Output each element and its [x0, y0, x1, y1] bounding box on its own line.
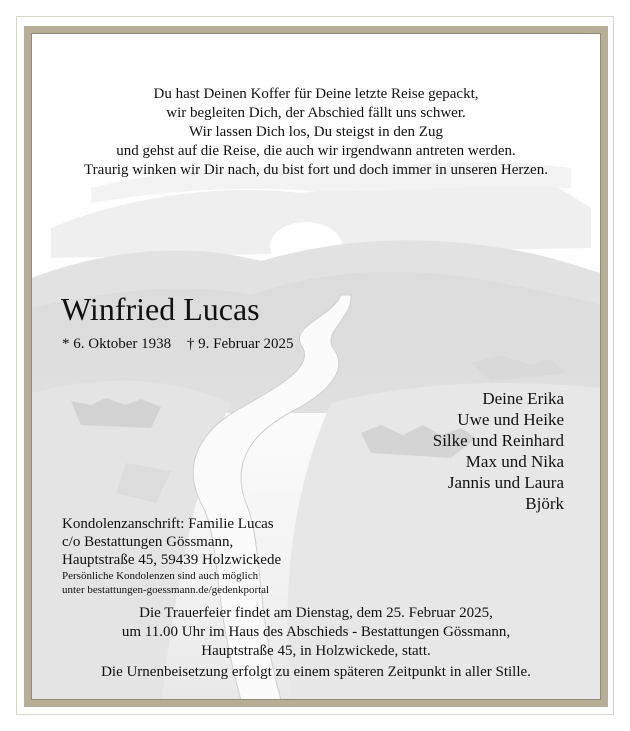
urn-burial-note: Die Urnenbeisetzung erfolgt zu einem späteren Zeitpunkt in aller Stille. [101, 664, 531, 680]
mourner: Max und Nika [465, 452, 564, 471]
obituary-card [24, 26, 608, 707]
poem-line: Wir lassen Dich los, Du steigst in den Zug [189, 124, 443, 140]
condolence-line: Hauptstraße 45, 59439 Holzwickede [62, 552, 282, 568]
condolence-portal-link[interactable]: unter bestattungen-goessmann.de/gedenkportal [62, 584, 270, 596]
poem-line: Du hast Deinen Koffer für Deine letzte Reise gepackt, [153, 86, 479, 102]
death-date: † 9. Februar 2025 [186, 336, 294, 352]
condolence-note: Persönliche Kondolenzen sind auch möglich [62, 570, 259, 582]
poem-line: Traurig winken wir Dir nach, du bist fort und doch immer in unseren Herzen. [84, 162, 548, 178]
condolence-line: Kondolenzanschrift: Familie Lucas [62, 516, 274, 532]
mourner: Jannis und Laura [447, 473, 564, 492]
ceremony-line: Die Trauerfeier findet am Dienstag, dem 25. Februar 2025, [139, 605, 493, 621]
poem-line: und gehst auf die Reise, die auch wir irgendwann antreten werden. [116, 143, 516, 159]
poem-line: wir begleiten Dich, der Abschied fällt uns schwer. [166, 105, 466, 121]
ceremony-line: um 11.00 Uhr im Haus des Abschieds - Bestattungen Gössmann, [121, 624, 511, 640]
mourner: Uwe und Heike [457, 410, 564, 429]
mourner: Silke und Reinhard [432, 431, 564, 450]
inner-frame-line [31, 33, 601, 700]
birth-date: * 6. Oktober 1938 [62, 336, 172, 352]
ceremony-line: Hauptstraße 45, in Holzwickede, statt. [201, 643, 431, 659]
deceased-name: Winfried Lucas [61, 291, 260, 327]
mourner: Björk [525, 494, 564, 513]
mourner: Deine Erika [482, 389, 564, 408]
condolence-line: c/o Bestattungen Gössmann, [62, 534, 234, 550]
